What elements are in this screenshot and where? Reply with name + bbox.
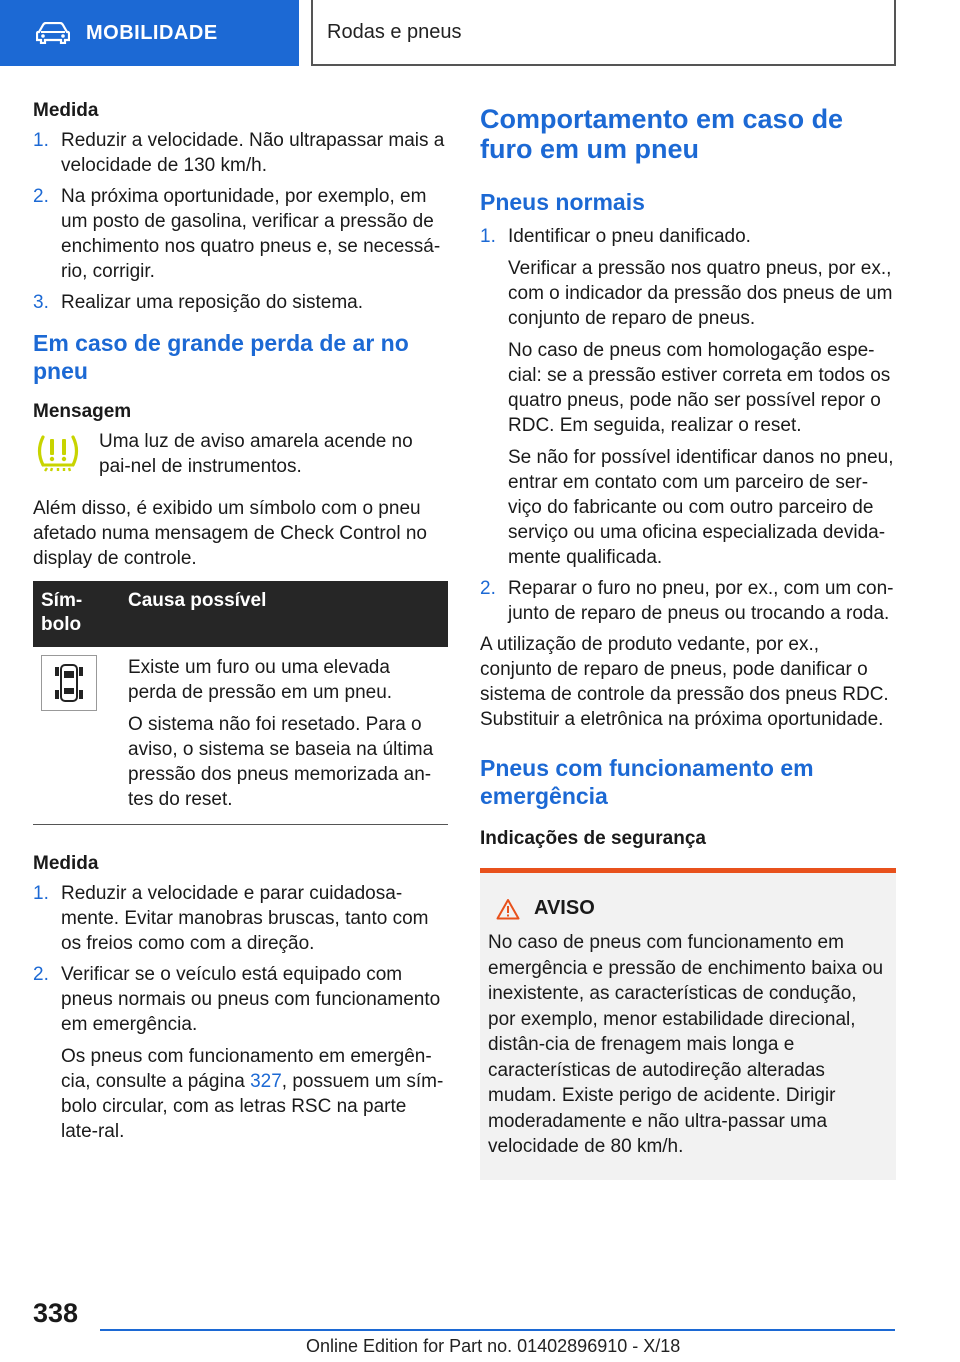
table-cell-cause <box>120 647 448 825</box>
step-text <box>61 962 448 1144</box>
section-heading-emergencia: Pneus com funcionamento em emergência <box>480 755 814 809</box>
cause-text: O sistema não foi resetado. Para o aviso, o sistema se baseia na última pressão dos pneus memorizada an‐tes do reset. <box>128 714 434 810</box>
step-number: 1. <box>33 883 49 904</box>
chapter-title: Rodas e pneus <box>311 0 896 66</box>
step-text: Realizar uma reposição do sistema. <box>61 292 364 313</box>
symbol-table <box>33 581 448 825</box>
step-paragraph <box>61 1044 448 1144</box>
step-text: Reduzir a velocidade e parar cuidadosa‐mente. Evitar manobras bruscas, tanto com os freios como com a direção. <box>61 883 429 954</box>
text-fragment: Os pneus com funcionamento em emergên‐cia, consulte a página <box>61 1046 432 1092</box>
step-paragraph: No caso de pneus com homologação espe‐cial: se a pressão estiver correta em todos os quatro pneus, pode não ser possível repor o RDC. Em seguida, realizar o reset. <box>508 340 891 436</box>
section-label: MOBILIDADE <box>86 21 218 44</box>
seguranca-heading: Indicações de segurança <box>480 828 706 849</box>
table-header-cause: Causa possível <box>120 581 448 647</box>
tire-pressure-warning-icon <box>33 429 99 482</box>
step-text: Reparar o furo no pneu, por ex., com um con‐junto de reparo de pneus ou trocando a roda. <box>508 578 894 624</box>
utilizacao-paragraph: A utilização de produto vedante, por ex., conjunto de reparo de pneus, pode danificar o sistema de controle da pressão dos pneus RDC. Substituir a eletrônica na próxima oportunidade. <box>480 634 889 730</box>
cause-text: Existe um furo ou uma elevada perda de pressão em um pneu. <box>128 657 393 703</box>
step-paragraph: Verificar a pressão nos quatro pneus, por ex., com o indicador da pressão dos pneus de um conjunto de reparo de pneus. <box>508 258 893 329</box>
normais-steps <box>480 224 896 626</box>
page-reference-link[interactable]: 327 <box>250 1071 282 1092</box>
list-item <box>33 962 448 1144</box>
section-heading-perda: Em caso de grande perda de ar no pneu <box>33 330 409 384</box>
page-header <box>0 0 960 66</box>
medida-heading: Medida <box>33 853 99 874</box>
edition-text: Online Edition for Part no. 01402896910 - X/18 <box>306 1336 681 1356</box>
step-number: 2. <box>33 964 49 985</box>
car-icon <box>36 22 70 44</box>
step-number: 3. <box>33 292 49 313</box>
table-cell-symbol <box>33 647 120 825</box>
table-header-row <box>33 581 448 647</box>
step-number: 1. <box>33 130 49 151</box>
car-tire-symbol-icon <box>41 655 97 711</box>
step-text: Na próxima oportunidade, por exemplo, em um posto de gasolina, verificar a pressão de enchimento nos quatro pneus e, se necessá‐rio, corrigir. <box>61 186 441 282</box>
section-heading-normais: Pneus normais <box>480 189 645 215</box>
warning-message <box>33 429 448 482</box>
warning-box <box>480 868 896 1180</box>
list-item <box>33 184 448 284</box>
medida-steps <box>33 881 448 1144</box>
alem-paragraph: Além disso, é exibido um símbolo com o pneu afetado numa mensagem de Check Control no display de controle. <box>33 498 427 569</box>
warning-title <box>488 897 888 920</box>
step-paragraph: Verificar se o veículo está equipado com pneus normais ou pneus com funcionamento em emergência. <box>61 964 441 1035</box>
list-item <box>480 224 896 570</box>
medida-heading: Medida <box>33 100 99 121</box>
step-number: 2. <box>33 186 49 207</box>
warning-text: No caso de pneus com funcionamento em emergência e pressão de enchimento baixa ou inexistente, as características de condução, por exemplo, menor estabilidade direcional, distân‐cia de frenagem mais longa e características de autodireção alteradas mudam. Existe perigo de acidente. Dirigir moderadamente e não ultra‐passar uma velocidade de 80 km/h. <box>488 932 884 1157</box>
step-number: 1. <box>480 226 496 247</box>
step-paragraph: Se não for possível identificar danos no pneu, entrar em contato com um parceiro de ser‐viço do fabricante ou com outro parceiro de serviço ou uma oficina especializada devida‐mente qualificada. <box>508 447 894 568</box>
step-paragraph: Identificar o pneu danificado. <box>508 226 751 247</box>
right-column <box>480 104 896 1180</box>
table-row <box>33 647 448 825</box>
list-item <box>33 128 448 178</box>
step-text: Reduzir a velocidade. Não ultrapassar mais a velocidade de 130 km/h. <box>61 130 445 176</box>
list-item <box>33 290 448 315</box>
mensagem-text: Uma luz de aviso amarela acende no pai‐nel de instrumentos. <box>99 431 413 477</box>
section-heading-furo: Comportamento em caso de furo em um pneu <box>480 104 844 164</box>
list-item <box>33 881 448 956</box>
page-number: 338 <box>33 1298 79 1328</box>
step-text <box>508 224 896 570</box>
footer-divider <box>100 1329 895 1331</box>
mensagem-heading: Mensagem <box>33 401 132 422</box>
step-number: 2. <box>480 578 496 599</box>
medida-steps <box>33 128 448 315</box>
warning-triangle-icon <box>496 898 520 920</box>
warning-title-text: AVISO <box>534 897 595 919</box>
text-fragment: , possuem um sím‐bolo circular, com as letras RSC na parte late‐ral. <box>61 1071 444 1142</box>
section-tab <box>0 0 299 66</box>
list-item <box>480 576 896 626</box>
left-column <box>33 100 448 1150</box>
table-header-symbol: Sím‐bolo <box>33 581 120 647</box>
